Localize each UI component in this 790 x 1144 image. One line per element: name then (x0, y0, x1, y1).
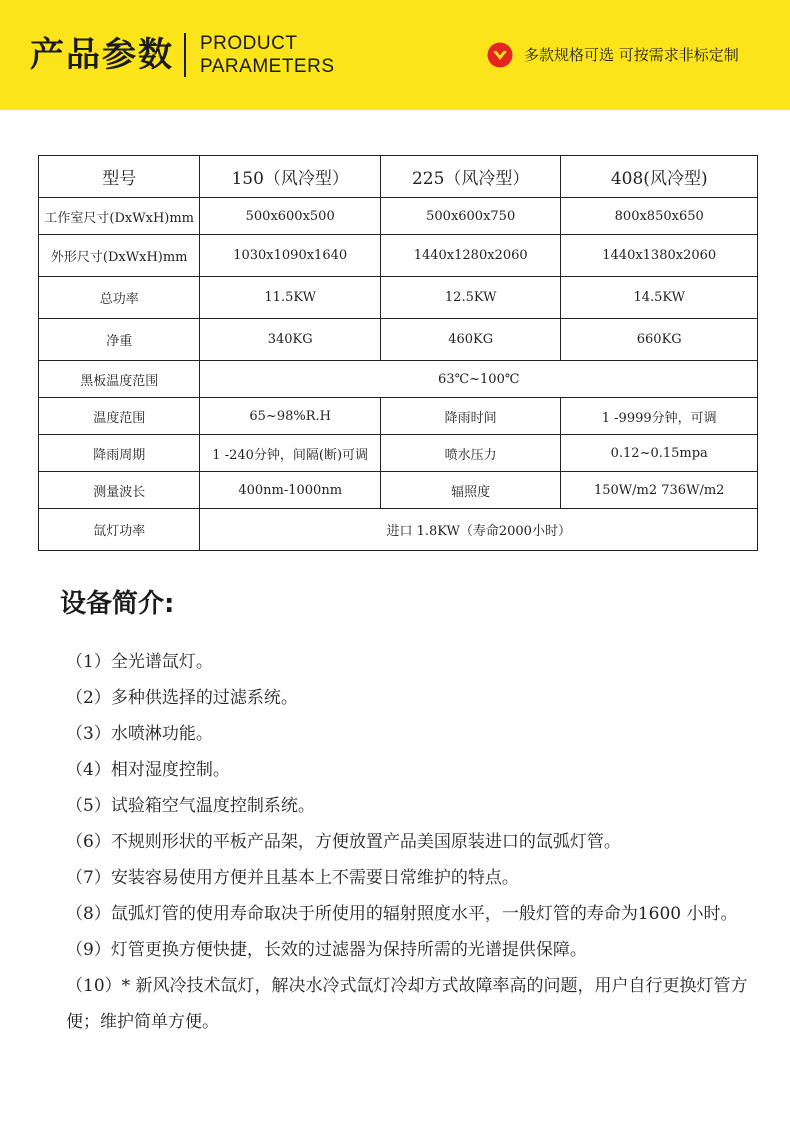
row-label: 温度范围 (39, 398, 200, 435)
custom-spec-badge: 多款规格可选 可按需求非标定制 (524, 46, 739, 64)
list-item: （5）试验箱空气温度控制系统。 (66, 796, 315, 816)
table-row (39, 319, 758, 361)
title-divider (184, 33, 186, 77)
table-cell: 进口 1.8KW（寿命2000小时） (200, 509, 758, 551)
table-cell: 800x850x650 (561, 198, 758, 235)
row-label: 降雨周期 (39, 435, 200, 472)
table-row (39, 198, 758, 235)
table-row (39, 472, 758, 509)
header-cell: 408(风冷型) (561, 156, 758, 198)
table-row (39, 235, 758, 277)
header-cell: 型号 (39, 156, 200, 198)
title-en-line1: PRODUCT (200, 33, 298, 54)
feature-list (66, 644, 756, 1040)
row-label: 工作室尺寸(DxWxH)mm (39, 198, 200, 235)
row-label: 降雨时间 (380, 398, 561, 435)
table-row (39, 509, 758, 551)
table-cell: 500x600x750 (380, 198, 561, 235)
table-cell: 500x600x500 (200, 198, 381, 235)
table-cell: 1 -240分钟，间隔(断)可调 (200, 435, 381, 472)
table-row (39, 435, 758, 472)
row-label: 净重 (39, 319, 200, 361)
header-banner (0, 0, 790, 110)
row-label: 喷水压力 (380, 435, 561, 472)
list-item: （3）水喷淋功能。 (66, 724, 213, 744)
table-cell: 14.5KW (561, 277, 758, 319)
table-row (39, 398, 758, 435)
list-item: （2）多种供选择的过滤系统。 (66, 688, 298, 708)
row-label: 外形尺寸(DxWxH)mm (39, 235, 200, 277)
table-header-row (39, 156, 758, 198)
row-label: 总功率 (39, 277, 200, 319)
list-item: （1）全光谱氙灯。 (66, 652, 213, 672)
table-row (39, 277, 758, 319)
table-cell: 1030x1090x1640 (200, 235, 381, 277)
list-item: （7）安装容易使用方便并且基本上不需要日常维护的特点。 (66, 868, 519, 888)
table-cell: 1440x1280x2060 (380, 235, 561, 277)
row-label: 测量波长 (39, 472, 200, 509)
list-item: （9）灯管更换方便快捷，长效的过滤器为保持所需的光谱提供保障。 (66, 940, 587, 960)
title-en-line2: PARAMETERS (200, 56, 335, 77)
table-cell: 460KG (380, 319, 561, 361)
table-cell: 1 -9999分钟，可调 (561, 398, 758, 435)
page-title: 产品参数 (30, 35, 174, 75)
table-cell: 0.12~0.15mpa (561, 435, 758, 472)
table-cell: 400nm-1000nm (200, 472, 381, 509)
table-cell: 150W/m2 736W/m2 (561, 472, 758, 509)
list-item: （10）* 新风冷技术氙灯，解决水冷式氙灯冷却方式故障率高的问题，用户自行更换灯管方便；维护简单方便。 (66, 976, 748, 1032)
list-item: （6）不规则形状的平板产品架，方便放置产品美国原装进口的氙弧灯管。 (66, 832, 621, 852)
section-title: 设备简介: (60, 589, 175, 619)
red-chevron-down-icon (487, 42, 513, 68)
table-row (39, 361, 758, 398)
header-cell: 150（风冷型） (200, 156, 381, 198)
page-title-english (200, 32, 335, 78)
header-cell: 225（风冷型） (380, 156, 561, 198)
table-cell: 1440x1380x2060 (561, 235, 758, 277)
parameters-table (38, 155, 758, 551)
row-label: 氙灯功率 (39, 509, 200, 551)
table-cell: 660KG (561, 319, 758, 361)
list-item: （4）相对湿度控制。 (66, 760, 230, 780)
list-item: （8）氙弧灯管的使用寿命取决于所使用的辐射照度水平，一般灯管的寿命为1600 小时。 (66, 904, 738, 924)
table-cell: 340KG (200, 319, 381, 361)
table-cell: 65~98%R.H (200, 398, 381, 435)
table-cell: 12.5KW (380, 277, 561, 319)
row-label: 辐照度 (380, 472, 561, 509)
row-label: 黑板温度范围 (39, 361, 200, 398)
table-cell: 63℃~100℃ (200, 361, 758, 398)
table-cell: 11.5KW (200, 277, 381, 319)
